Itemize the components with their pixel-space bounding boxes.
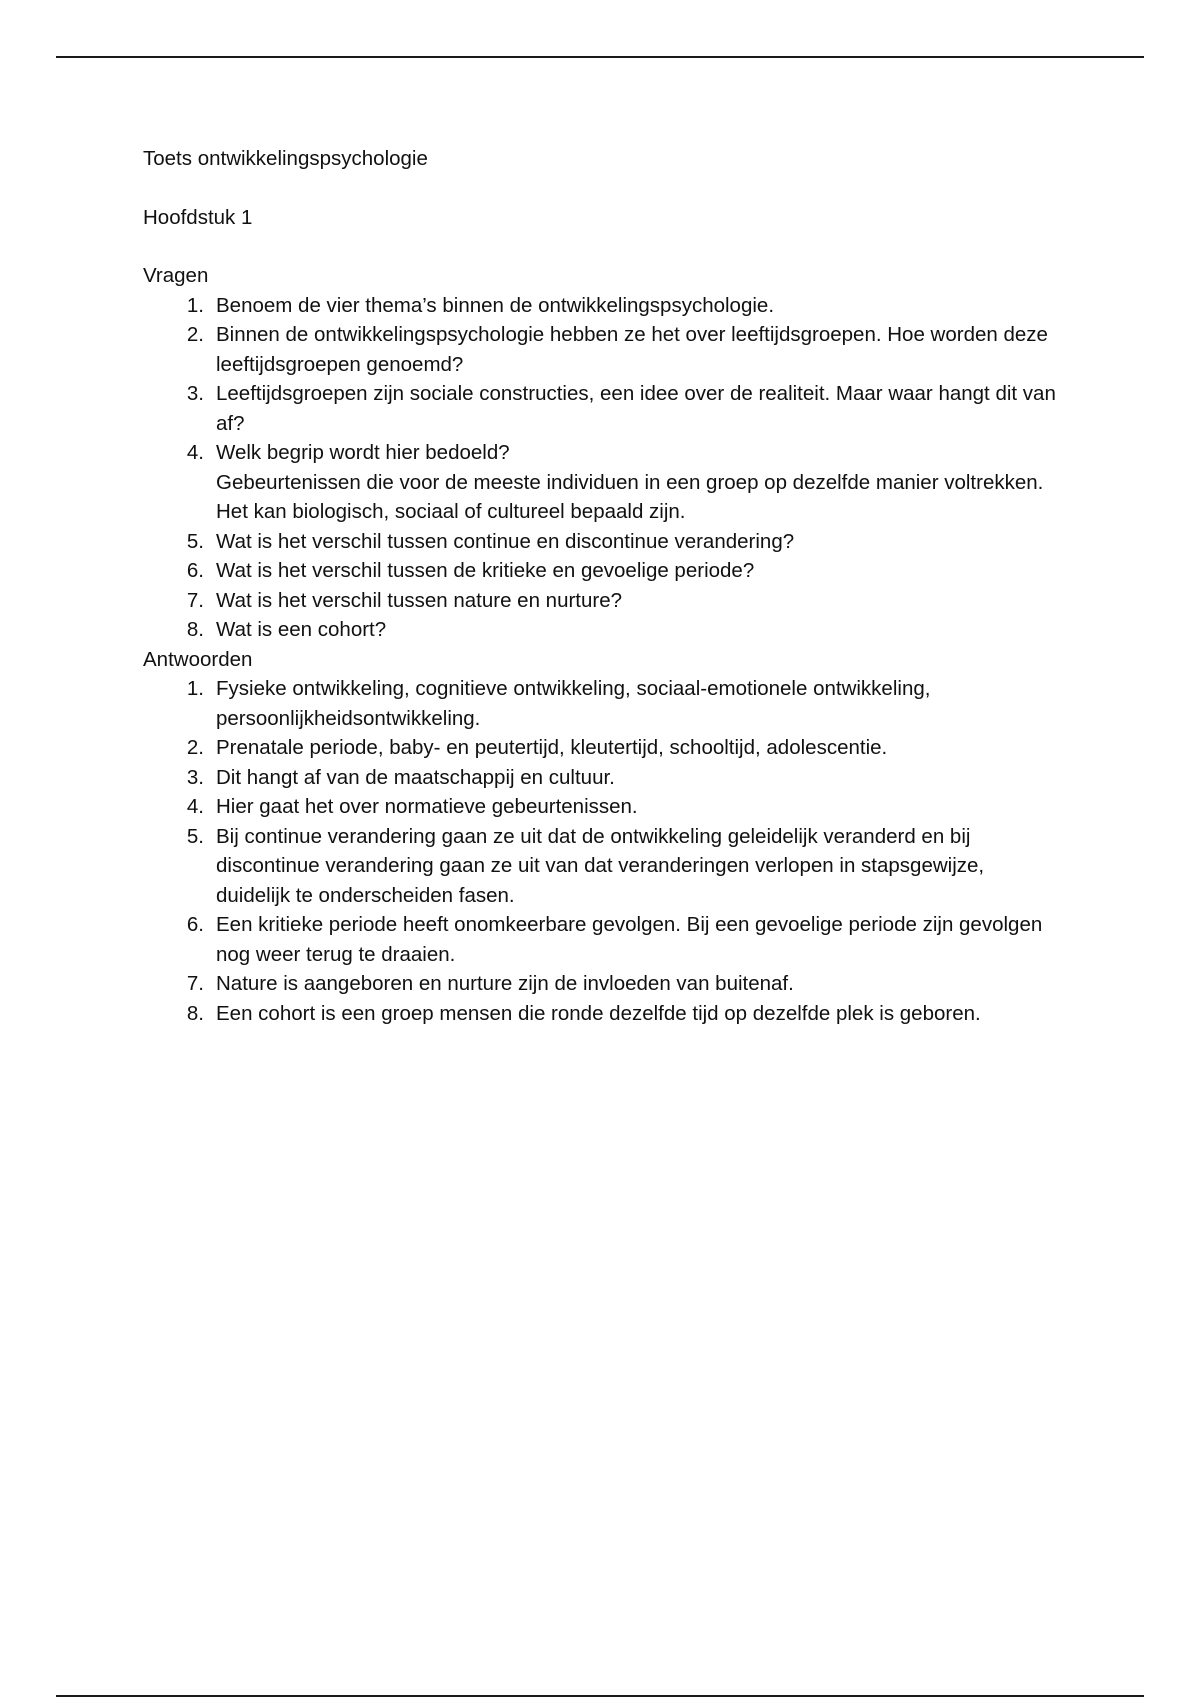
- answer-number: 6.: [186, 913, 204, 936]
- answer-item: [143, 674, 1063, 733]
- answer-number: 7.: [186, 972, 204, 995]
- footer-rule: [56, 1695, 1144, 1697]
- questions-list: [143, 291, 1063, 645]
- question-item: [143, 438, 1063, 527]
- question-item: [143, 586, 1063, 616]
- answer-number: 3.: [186, 765, 204, 789]
- answer-item: [143, 763, 1063, 793]
- answer-text: Nature is aangeboren en nurture zijn de invloeden van buitenaf.: [216, 972, 794, 995]
- answer-number: 1.: [186, 677, 204, 700]
- question-number: 3.: [186, 382, 204, 405]
- answer-item: [143, 792, 1063, 822]
- question-item: [143, 527, 1063, 557]
- answer-text: Een kritieke periode heeft onomkeerbare gevolgen. Bij een gevoelige periode zijn gevolgen nog weer terug te draaien.: [216, 913, 1043, 966]
- question-number: 2.: [186, 323, 204, 346]
- answer-text: Prenatale periode, baby- en peutertijd, kleutertijd, schooltijd, adolescentie.: [216, 736, 888, 759]
- question-number: 5.: [186, 529, 204, 553]
- questions-heading: Vragen: [143, 264, 209, 287]
- question-text: Wat is het verschil tussen nature en nurture?: [216, 588, 623, 612]
- header-rule: [56, 56, 1144, 58]
- question-item: [143, 379, 1063, 438]
- answer-text: Bij continue verandering gaan ze uit dat de ontwikkeling geleidelijk veranderd en bij discontinue verandering gaan ze uit van dat veranderingen verlopen in stapsgewijze, duidelijk te onderscheiden fasen.: [216, 824, 985, 907]
- question-text: Binnen de ontwikkelingspsychologie hebben ze het over leeftijdsgroepen. Hoe worden deze leeftijdsgroepen genoemd?: [216, 323, 1048, 376]
- chapter-heading: Hoofdstuk 1: [143, 205, 253, 229]
- answer-item: [143, 822, 1063, 911]
- question-number: 7.: [186, 588, 204, 612]
- document-title: Toets ontwikkelingspsychologie: [143, 147, 428, 170]
- question-text: Leeftijdsgroepen zijn sociale constructies, een idee over de realiteit. Maar waar hangt dit van af?: [216, 382, 1056, 435]
- question-text: Welk begrip wordt hier bedoeld?: [216, 441, 510, 464]
- question-text: Benoem de vier thema’s binnen de ontwikkelingspsychologie.: [216, 293, 775, 317]
- answer-number: 5.: [186, 824, 204, 848]
- answer-number: 8.: [186, 1001, 204, 1025]
- question-number: 1.: [186, 293, 204, 317]
- answer-item: [143, 999, 1063, 1029]
- answer-item: [143, 910, 1063, 969]
- question-description: Gebeurtenissen die voor de meeste individuen in een groep op dezelfde manier voltrekken. Het kan biologisch, sociaal of cultureel bepaald zijn.: [216, 470, 1044, 523]
- answer-item: [143, 733, 1063, 763]
- answer-number: 2.: [186, 736, 204, 759]
- question-number: 4.: [186, 441, 204, 464]
- question-item: [143, 556, 1063, 586]
- question-item: [143, 615, 1063, 645]
- answer-text: Een cohort is een groep mensen die ronde dezelfde tijd op dezelfde plek is geboren.: [216, 1001, 981, 1025]
- answer-text: Dit hangt af van de maatschappij en cultuur.: [216, 765, 615, 789]
- answer-text: Fysieke ontwikkeling, cognitieve ontwikkeling, sociaal-emotionele ontwikkeling, persoonlijkheidsontwikkeling.: [216, 677, 931, 730]
- question-number: 8.: [186, 618, 204, 641]
- answer-number: 4.: [186, 795, 204, 818]
- question-text: Wat is een cohort?: [216, 618, 387, 641]
- answer-item: [143, 969, 1063, 999]
- answers-list: [143, 674, 1063, 1028]
- question-text: Wat is het verschil tussen de kritieke en gevoelige periode?: [216, 559, 755, 582]
- question-item: [143, 320, 1063, 379]
- answers-heading: Antwoorden: [143, 647, 253, 671]
- answer-text: Hier gaat het over normatieve gebeurtenissen.: [216, 795, 638, 818]
- question-number: 6.: [186, 559, 204, 582]
- question-text: Wat is het verschil tussen continue en discontinue verandering?: [216, 529, 795, 553]
- document-body: [143, 144, 1063, 1028]
- question-item: [143, 291, 1063, 321]
